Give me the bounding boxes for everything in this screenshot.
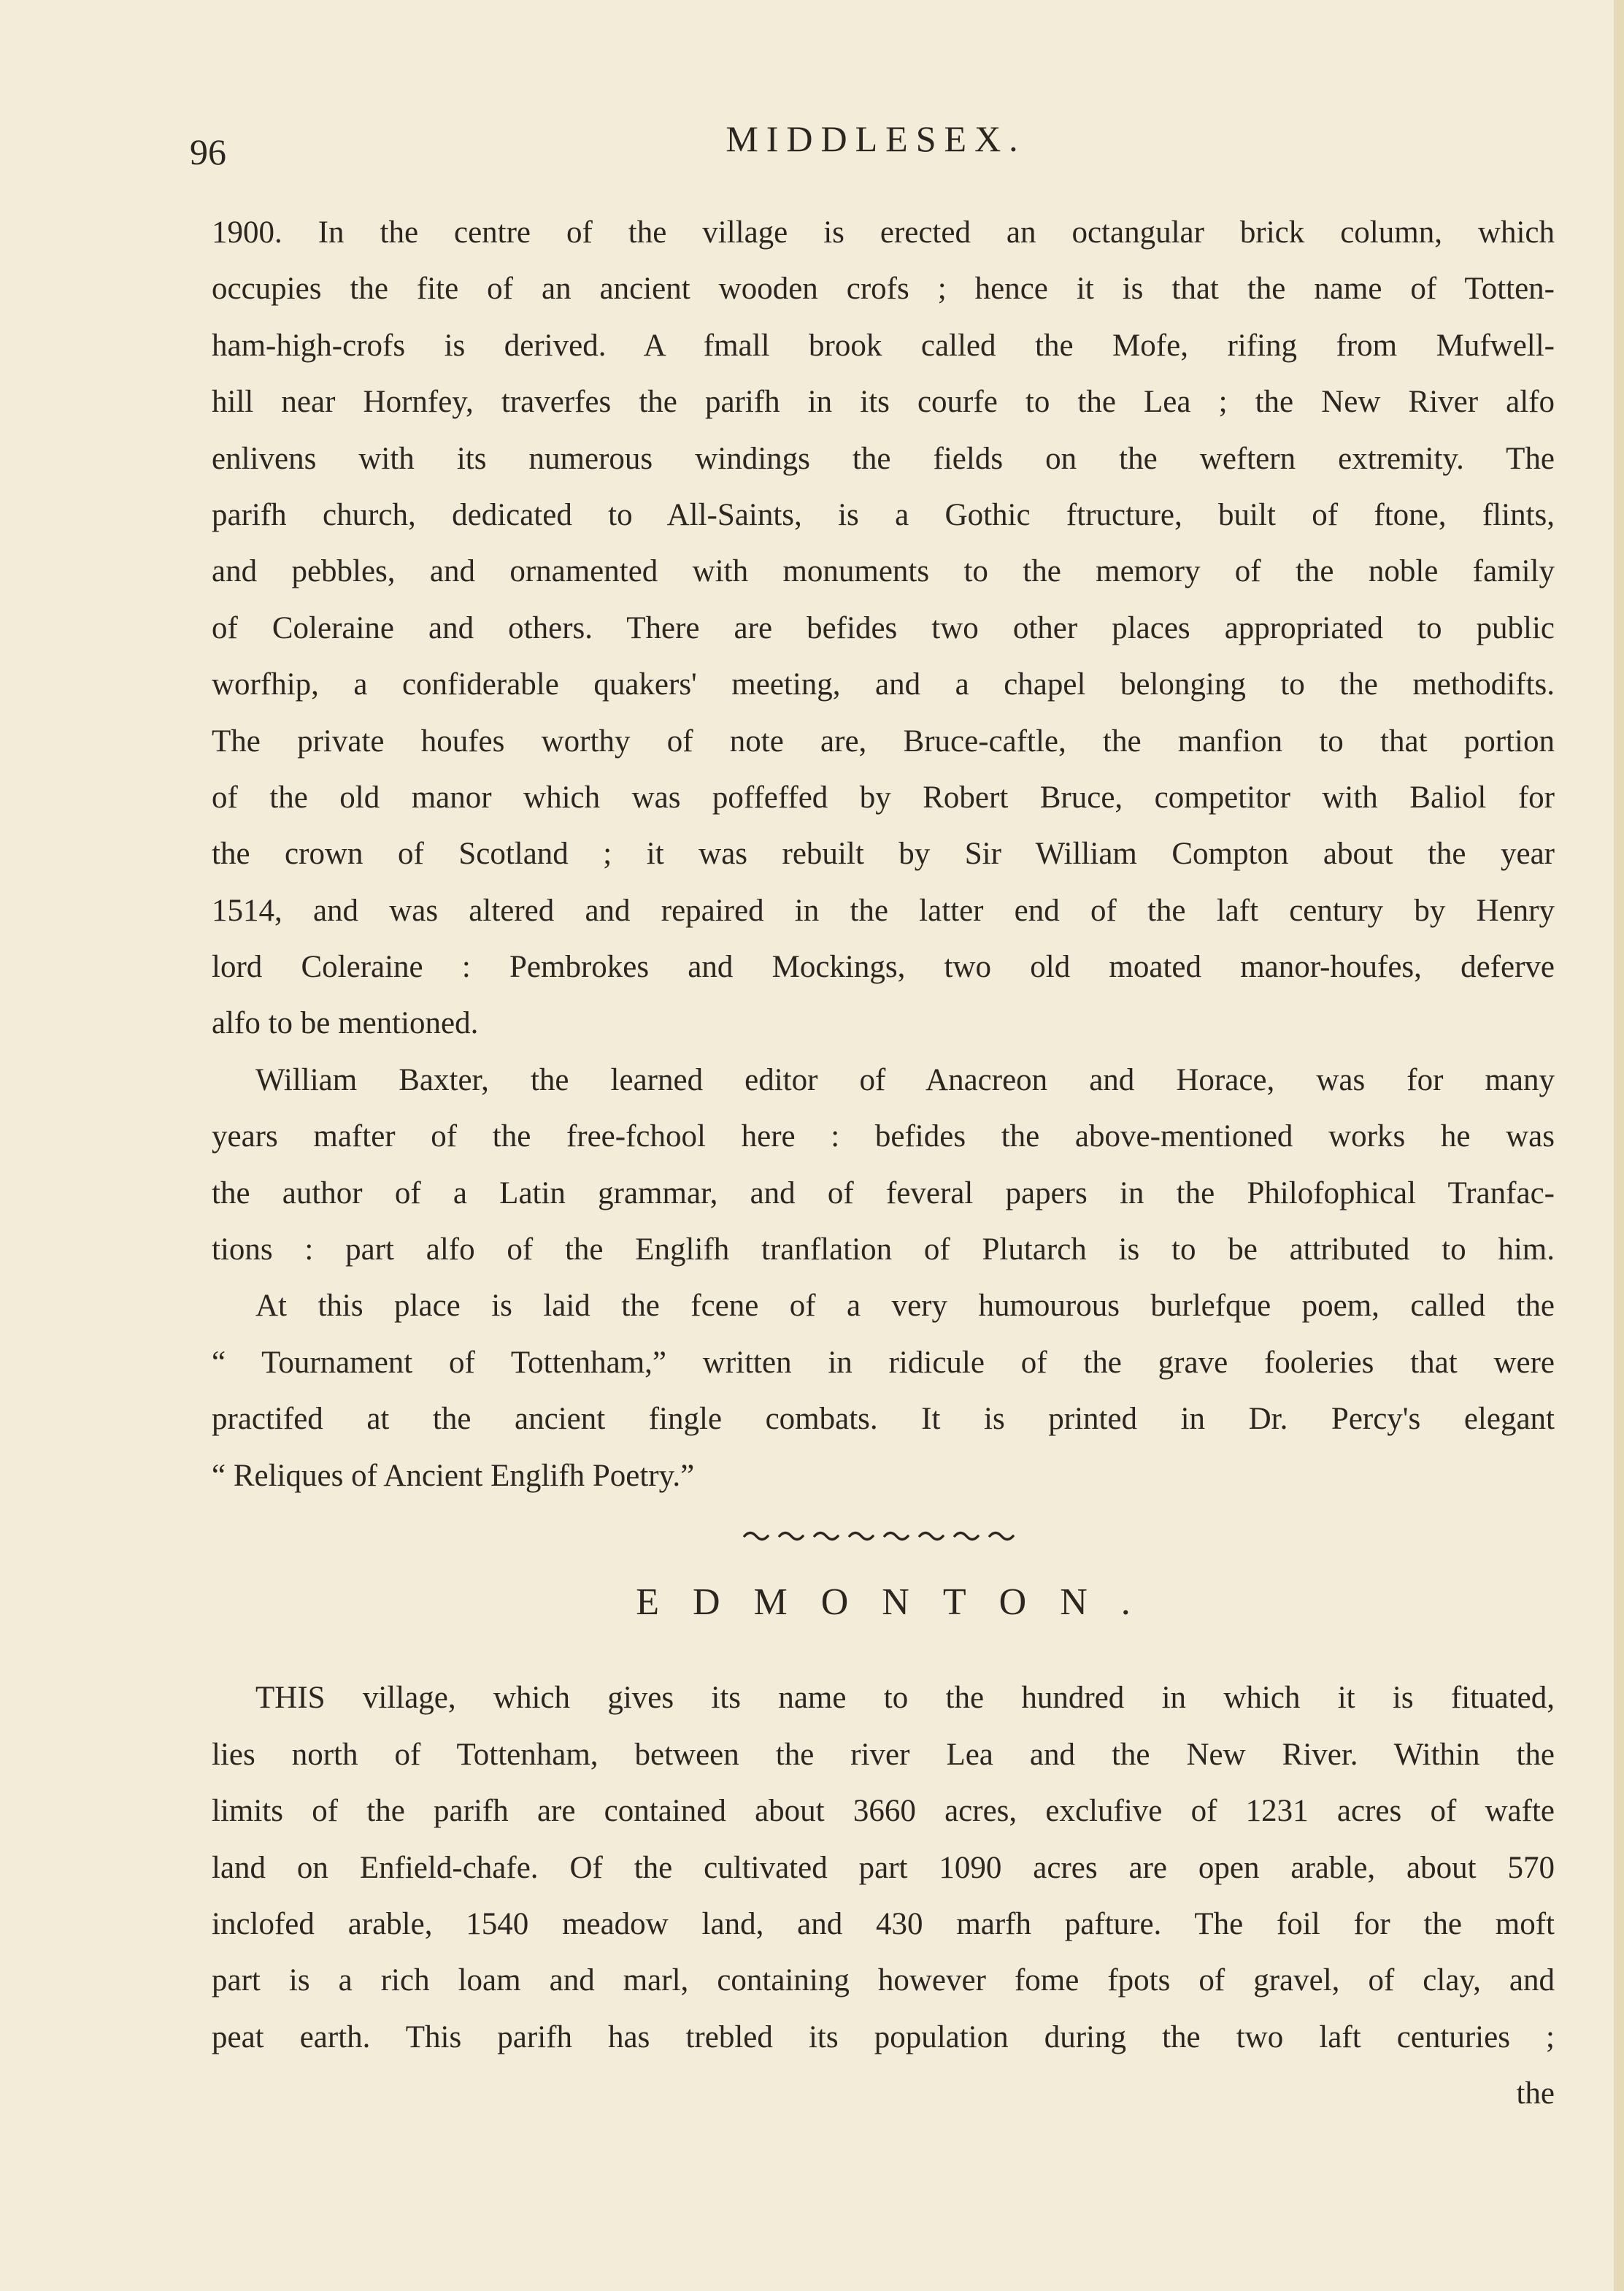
- running-head: [190, 117, 1562, 175]
- ornament-row: [212, 1504, 1555, 1560]
- paragraph-3: [212, 1278, 1555, 1504]
- text-line: practifed at the ancient fingle combats. It is printed in Dr. Percy's elegant: [212, 1402, 1555, 1437]
- text-line: “ Tournament of Tottenham,” written in ridicule of the grave fooleries that were: [212, 1345, 1555, 1380]
- text-line: part is a rich loam and marl, containing however fome fpots of gravel, of clay, and: [212, 1963, 1555, 1998]
- text-line: peat earth. This parifh has trebled its population during the two laft centuries ;: [212, 2019, 1555, 2054]
- text-block: [212, 204, 1555, 2122]
- text-line: land on Enfield-chafe. Of the cultivated part 1090 acres are open arable, about 570: [212, 1850, 1555, 1885]
- paragraph-4: [212, 1670, 1555, 2065]
- spacer: [212, 1645, 1555, 1670]
- text-line: 1514, and was altered and repaired in the latter end of the laft century by Henry: [212, 893, 1555, 928]
- text-line: tions : part alfo of the Englifh tranflation of Plutarch is to be attributed to him.: [212, 1232, 1555, 1267]
- text-line: inclofed arable, 1540 meadow land, and 430 marfh pafture. The foil for the moft: [212, 1906, 1555, 1941]
- section-heading: EDMONTON.: [636, 1581, 1164, 1624]
- paragraph-1: [212, 204, 1555, 1052]
- page-number: 96: [190, 131, 226, 172]
- text-line: parifh church, dedicated to All-Saints, is a Gothic ftructure, built of ftone, flints,: [212, 497, 1555, 532]
- text-line: worfhip, a confiderable quakers' meeting, and a chapel belonging to the methodifts.: [212, 667, 1555, 702]
- text-line: years mafter of the free-fchool here : befides the above-mentioned works he was: [212, 1119, 1555, 1154]
- text-line: The private houfes worthy of note are, Bruce-caftle, the manfion to that portion: [212, 724, 1555, 759]
- text-line: the author of a Latin grammar, and of feveral papers in the Philofophical Tranfac-: [212, 1175, 1555, 1210]
- text-line: limits of the parifh are contained about 3660 acres, exclufive of 1231 acres of wafte: [212, 1794, 1555, 1829]
- text-line: 1900. In the centre of the village is erected an octangular brick column, which: [212, 215, 1555, 250]
- text-line: occupies the fite of an ancient wooden crofs ; hence it is that the name of Totten-: [212, 272, 1555, 307]
- text-line: lies north of Tottenham, between the river Lea and the New River. Within the: [212, 1737, 1555, 1772]
- running-title: MIDDLESEX.: [726, 118, 1026, 159]
- text-line: lord Coleraine : Pembrokes and Mockings, two old moated manor-houfes, deferve: [212, 950, 1555, 985]
- text-line: THIS village, which gives its name to the hundred in which it is fituated,: [255, 1681, 1555, 1716]
- catchword: the: [1516, 2076, 1555, 2111]
- text-line: and pebbles, and ornamented with monuments to the memory of the noble family: [212, 554, 1555, 589]
- text-line: of the old manor which was poffeffed by Robert Bruce, competitor with Baliol for: [212, 780, 1555, 815]
- text-line: hill near Hornfey, traverfes the parifh in its courfe to the Lea ; the New River alfo: [212, 385, 1555, 420]
- text-line: William Baxter, the learned editor of Anacreon and Horace, was for many: [255, 1062, 1555, 1097]
- text-line: the crown of Scotland ; it was rebuilt by Sir William Compton about the year: [212, 837, 1555, 872]
- text-line: of Coleraine and others. There are befides two other places appropriated to public: [212, 610, 1555, 645]
- text-line: At this place is laid the fcene of a very humourous burlefque poem, called the: [255, 1289, 1555, 1324]
- text-line: “ Reliques of Ancient Englifh Poetry.”: [212, 1458, 695, 1493]
- ornament-icon: [737, 1526, 1029, 1543]
- text-line: enlivens with its numerous windings the fields on the weftern extremity. The: [212, 441, 1555, 476]
- text-line: ham-high-crofs is derived. A fmall brook called the Mofe, rifing from Mufwell-: [212, 328, 1555, 363]
- page-edge: [1614, 0, 1624, 2291]
- paragraph-2: [212, 1052, 1555, 1278]
- text-line: alfo to be mentioned.: [212, 1006, 479, 1041]
